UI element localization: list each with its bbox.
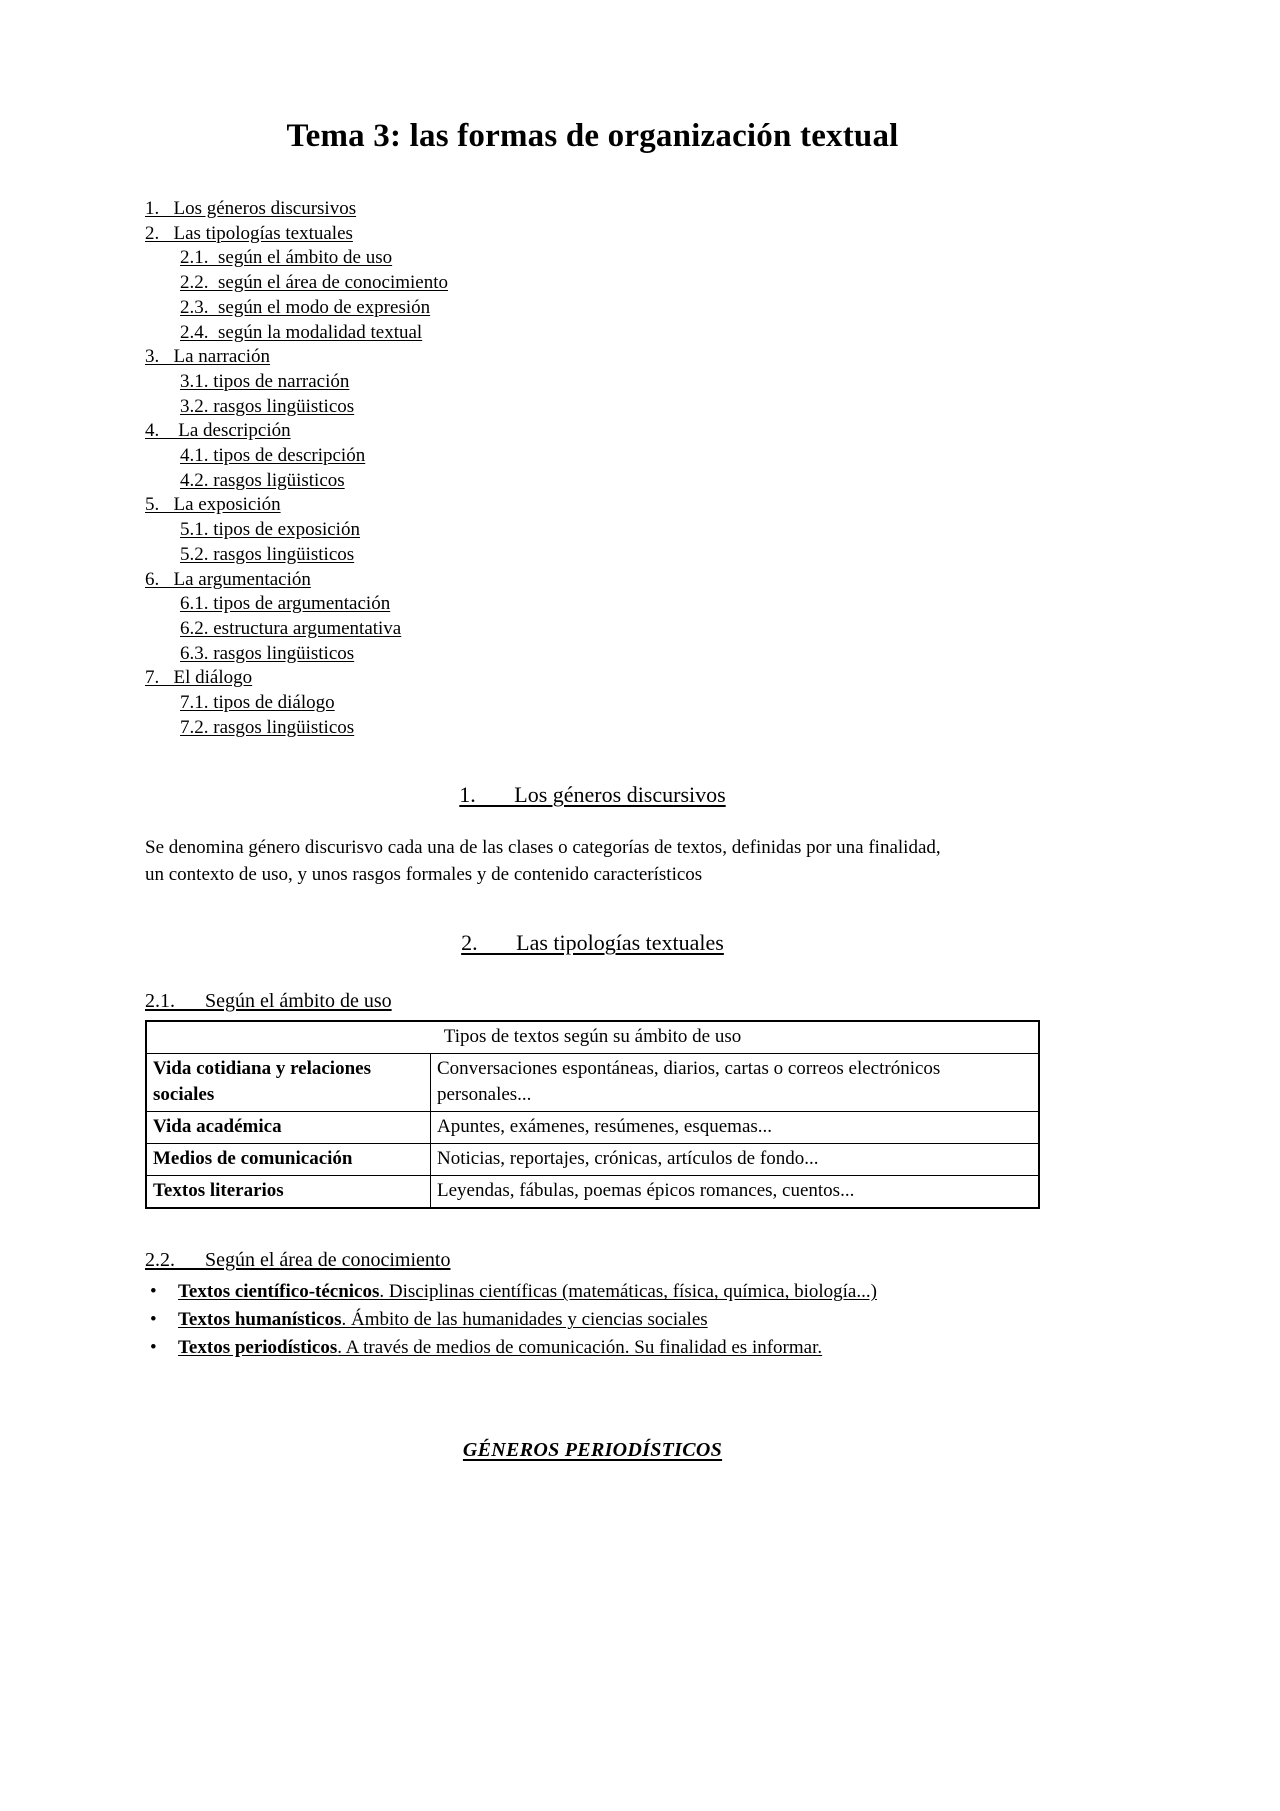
bullet-text — [178, 1335, 822, 1361]
subsection-heading-area-de-conocimiento: 2.2. Según el área de conocimiento — [145, 1249, 451, 1272]
toc-item-4-2: 4.2. rasgos ligüisticos — [180, 469, 345, 491]
toc-item-3-2: 3.2. rasgos lingüisticos — [180, 395, 355, 417]
toc-item-6-1: 6.1. tipos de argumentación — [180, 593, 391, 615]
bullet-rest: . A través de medios de comunicación. Su finalidad es informar. — [337, 1337, 823, 1359]
toc-item-1: 1. Los géneros discursivos — [145, 198, 357, 219]
list-item — [145, 1279, 1040, 1305]
bullet-lead: Textos científico-técnicos — [178, 1281, 380, 1303]
table-desc: Apuntes, exámenes, resúmenes, esquemas... — [430, 1112, 1039, 1144]
list-item — [145, 1307, 1040, 1333]
toc-item-2-3: 2.3. según el modo de expresión — [180, 296, 431, 318]
bullet-icon: • — [150, 1281, 157, 1303]
table-caption-row — [146, 1021, 1039, 1054]
toc-item-6: 6. La argumentación — [145, 568, 311, 590]
bullet-icon: • — [150, 1337, 157, 1359]
table-row — [146, 1176, 1039, 1209]
toc-item-3: 3. La narración — [145, 346, 271, 368]
toc-item-7-2: 7.2. rasgos lingüisticos — [180, 716, 355, 738]
paragraph-generos-discursivos: Se denomina género discurisvo cada una de las clases o categorías de textos, definidas por una finalidad, un contexto de uso, y unos rasgos formales y de contenido característicos — [145, 837, 941, 886]
subsection-heading-ambito-de-uso: 2.1. Según el ámbito de uso — [145, 990, 392, 1013]
table-caption: Tipos de textos según su ámbito de uso — [146, 1021, 1039, 1054]
table-desc: Conversaciones espontáneas, diarios, cartas o correos electrónicos personales... — [430, 1054, 1039, 1112]
section-heading-tipologias-textuales: 2. Las tipologías textuales — [461, 930, 724, 956]
toc-item-2-2: 2.2. según el área de conocimiento — [180, 272, 449, 294]
bullet-list — [145, 1279, 1040, 1361]
toc-item-6-2: 6.2. estructura argumentativa — [180, 617, 402, 639]
table-term: Textos literarios — [146, 1176, 430, 1209]
toc-item-4-1: 4.1. tipos de descripción — [180, 445, 366, 467]
bullet-rest: . Ámbito de las humanidades y ciencias sociales — [341, 1309, 708, 1331]
toc-item-7: 7. El diálogo — [145, 667, 253, 689]
bullet-text — [178, 1307, 708, 1333]
table-term: Vida cotidiana y relaciones sociales — [146, 1054, 430, 1112]
tipos-de-textos-table — [145, 1020, 1040, 1209]
toc-item-7-1: 7.1. tipos de diálogo — [180, 692, 335, 714]
toc-item-4: 4. La descripción — [145, 420, 291, 442]
table-term: Medios de comunicación — [146, 1144, 430, 1176]
table-term: Vida académica — [146, 1112, 430, 1144]
table-row — [146, 1144, 1039, 1176]
toc-item-5: 5. La exposición — [145, 494, 281, 516]
list-item — [145, 1335, 1040, 1361]
bullet-lead: Textos humanísticos — [178, 1309, 342, 1331]
toc-item-3-1: 3.1. tipos de narración — [180, 370, 350, 392]
bullet-text — [178, 1279, 877, 1305]
table-desc: Noticias, reportajes, crónicas, artículos de fondo... — [430, 1144, 1039, 1176]
table-of-contents — [145, 197, 1040, 740]
toc-item-2: 2. Las tipologías textuales — [145, 222, 353, 244]
toc-item-5-1: 5.1. tipos de exposición — [180, 519, 360, 541]
document-title: Tema 3: las formas de organización textual — [286, 118, 899, 154]
table-row — [146, 1112, 1039, 1144]
bullet-rest: . Disciplinas científicas (matemáticas, física, química, biología...) — [379, 1281, 877, 1303]
table-row — [146, 1054, 1039, 1112]
document-content — [145, 118, 1040, 1462]
section-heading-generos-discursivos: 1. Los géneros discursivos — [459, 782, 726, 808]
toc-item-6-3: 6.3. rasgos lingüisticos — [180, 642, 355, 664]
bullet-lead: Textos periodísticos — [178, 1337, 338, 1359]
table-desc: Leyendas, fábulas, poemas épicos romances, cuentos... — [430, 1176, 1039, 1209]
generos-periodisticos-heading: GÉNEROS PERIODÍSTICOS — [462, 1439, 723, 1462]
bullet-icon: • — [150, 1309, 157, 1331]
toc-item-2-4: 2.4. según la modalidad textual — [180, 321, 423, 343]
toc-item-2-1: 2.1. según el ámbito de uso — [180, 247, 393, 269]
toc-item-5-2: 5.2. rasgos lingüisticos — [180, 543, 355, 565]
